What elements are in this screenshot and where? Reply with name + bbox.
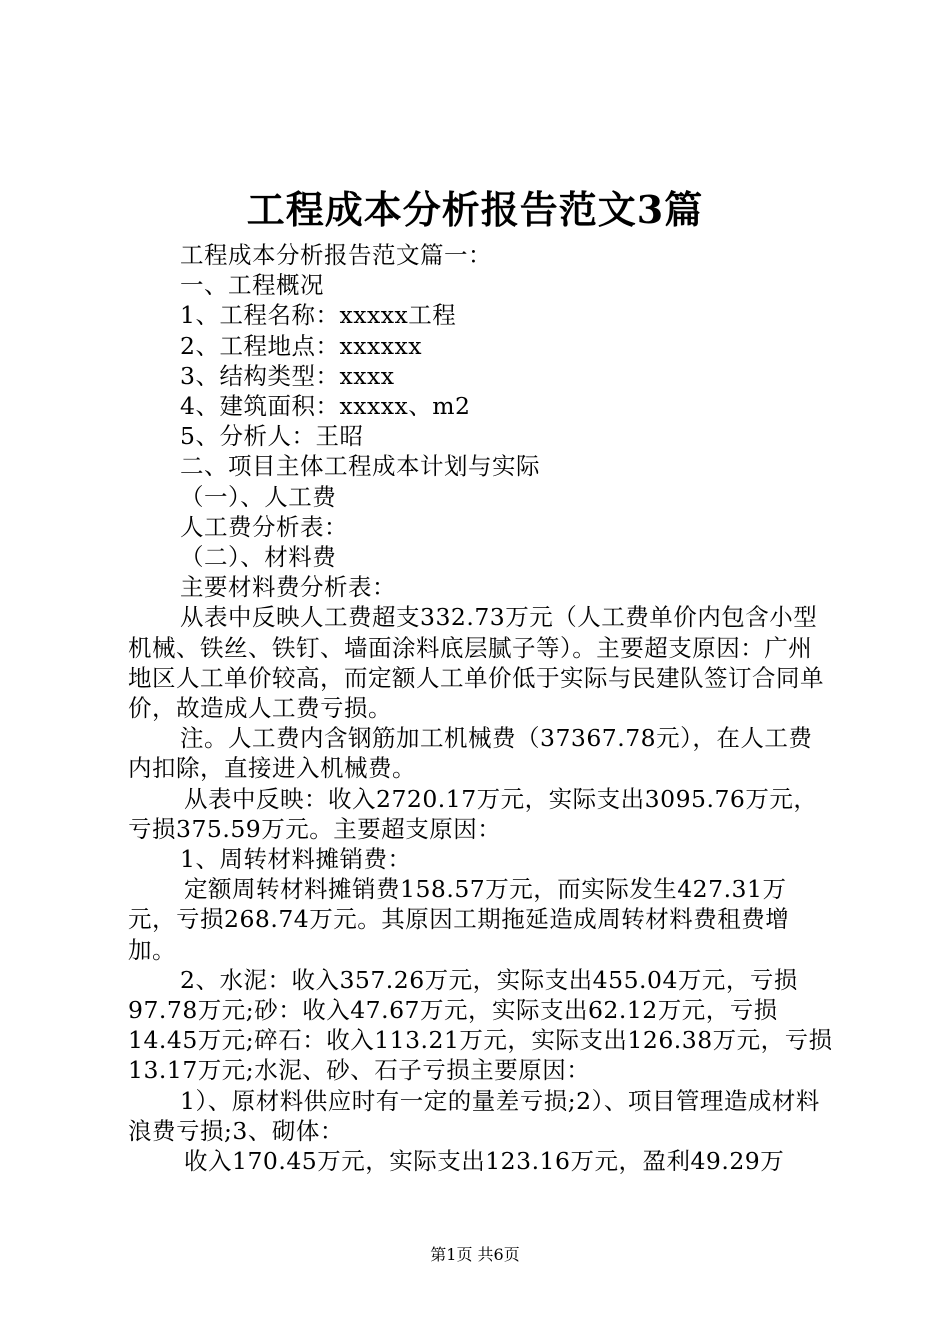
document-body (128, 240, 834, 1176)
paragraph: 收入170.45万元，实际支出123.16万元，盈利49.29万 (184, 1147, 785, 1176)
section-heading: 工程成本分析报告范文篇一： (180, 241, 492, 269)
table-caption: 主要材料费分析表： (180, 573, 396, 602)
list-item: 3、结构类型：xxxx (180, 361, 395, 390)
list-item: 4、建筑面积：xxxxx、m2 (180, 392, 471, 421)
paragraph: 从表中反映：收入2720.17万元，实际支出3095.76万元，亏损375.59万元。主要超支原因： (128, 784, 818, 843)
paragraph: 1）、原材料供应时有一定的量差亏损;2）、项目管理造成材料浪费亏损;3、砌体： (128, 1086, 820, 1145)
section-heading: 一、工程概况 (180, 271, 324, 300)
subsection-heading: （一）、人工费 (180, 482, 337, 511)
list-item: 2、工程地点：xxxxxx (180, 331, 422, 360)
list-item: 5、分析人：王昭 (180, 422, 364, 451)
paragraph: 从表中反映人工费超支332.73万元（人工费单价内包含小型机械、铁丝、铁钉、墙面涂料底层腻子等）。主要超支原因：广州地区人工单价较高，而定额人工单价低于实际与民建队签订合同单价，故造成人工费亏损。 (128, 603, 824, 723)
paragraph: 定额周转材料摊销费158.57万元，而实际发生427.31万元，亏损268.74万元。其原因工期拖延造成周转材料费租费增加。 (128, 875, 790, 964)
subsection-heading: （二）、材料费 (180, 543, 337, 572)
paragraph: 1、周转材料摊销费： (180, 845, 412, 874)
paragraph: 注。人工费内含钢筋加工机械费（37367.78元），在人工费内扣除，直接进入机械费。 (128, 724, 813, 783)
page-footer: 第1页 共6页 (430, 1245, 520, 1264)
table-caption: 人工费分析表： (180, 512, 348, 541)
document-title: 工程成本分析报告范文3篇 (246, 187, 704, 232)
paragraph: 2、水泥：收入357.26万元，实际支出455.04万元，亏损97.78万元;砂：收入47.67万元，实际支出62.12万元，亏损14.45万元;碎石：收入113.21万元，实际支出126.38万元，亏损13.17万元;水泥、砂、石子亏损主要原因： (128, 965, 833, 1085)
list-item: 1、工程名称：xxxxx工程 (180, 301, 457, 330)
section-heading: 二、项目主体工程成本计划与实际 (180, 452, 540, 481)
